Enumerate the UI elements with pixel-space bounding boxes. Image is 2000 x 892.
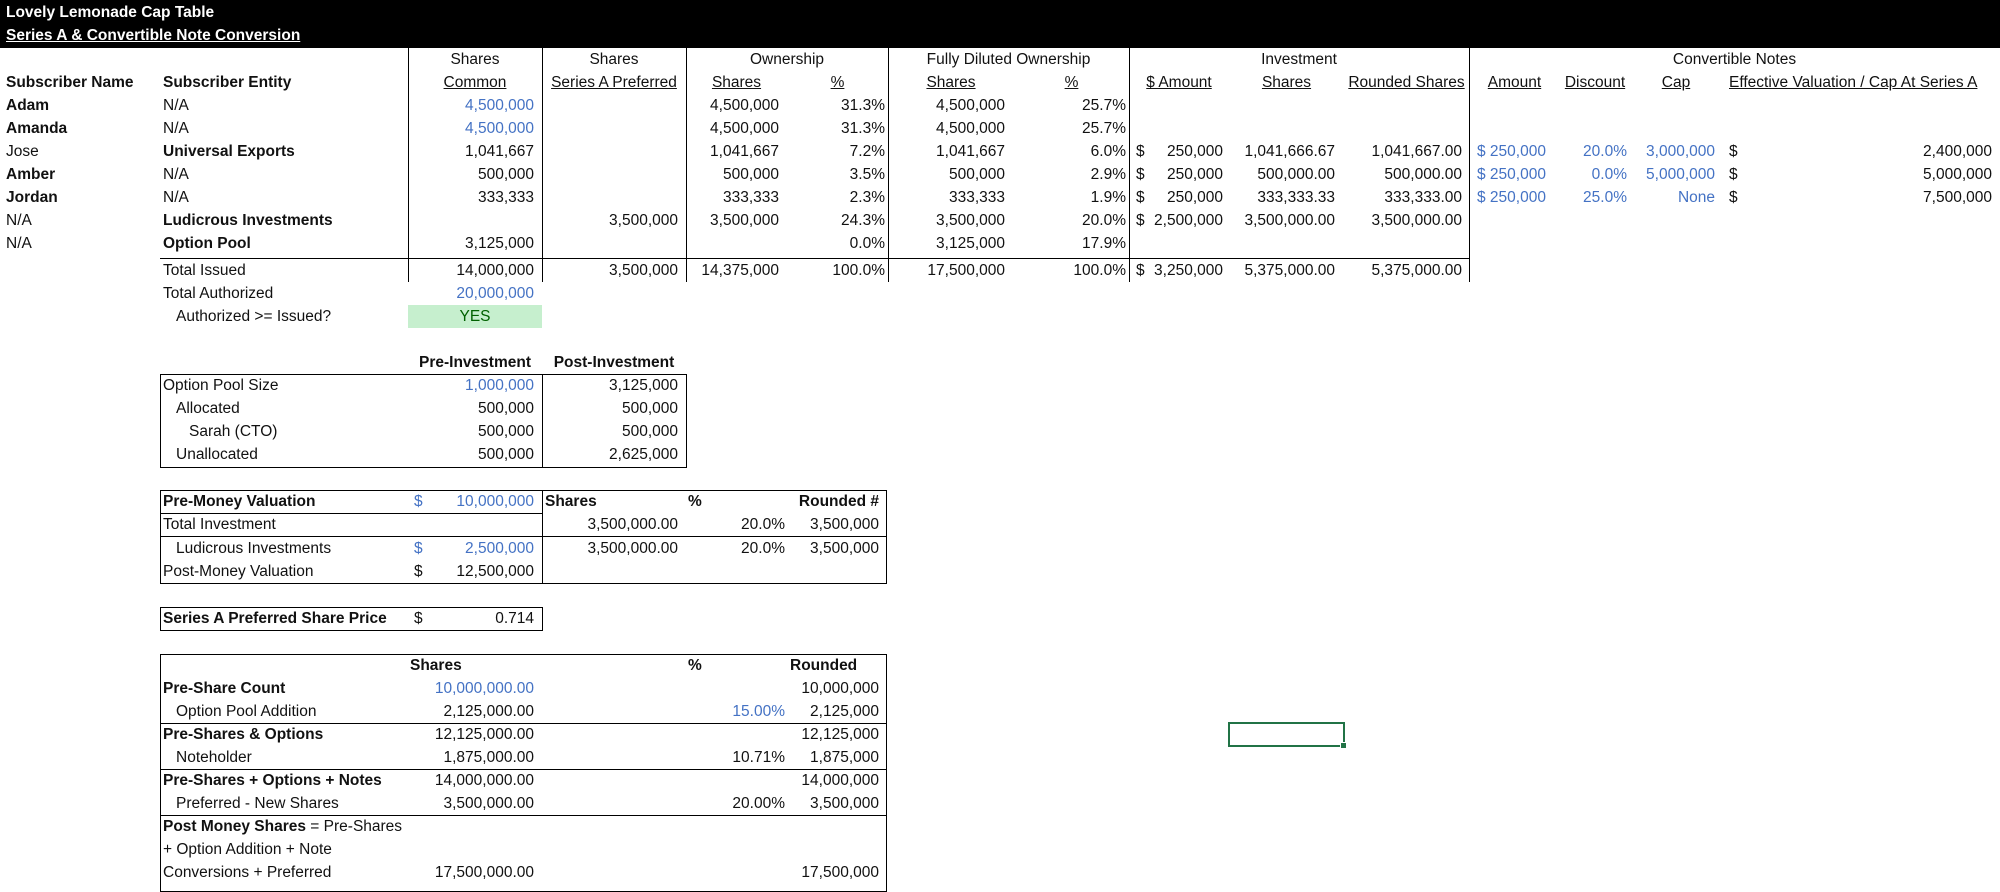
cell-name[interactable]: N/A [6,212,32,229]
cell-own-shares[interactable]: 3,500,000 [710,212,779,229]
cell-entity[interactable]: N/A [163,166,189,183]
cell-inv-amount[interactable]: 250,000 [1166,189,1223,206]
header-fd-shares[interactable]: Shares [926,74,976,91]
pool-label[interactable]: Sarah (CTO) [189,423,278,440]
cell-own-pct[interactable]: 3.5% [849,166,885,183]
cell-inv-rounded[interactable]: 333,333.00 [1384,189,1462,206]
cell-common[interactable]: 333,333 [477,189,534,206]
cell-name[interactable]: Jose [6,143,39,160]
calc-label[interactable]: Pre-Share Count [163,680,286,697]
cell-name[interactable]: Jordan [6,189,58,206]
cell-series-a[interactable]: 3,500,000 [609,212,678,229]
cell-common[interactable]: 500,000 [477,166,534,183]
calc-shares[interactable]: 3,500,000.00 [443,795,534,812]
cell-note-effective[interactable]: 2,400,000 [1923,143,1992,160]
share-price-label[interactable]: Series A Preferred Share Price [163,610,387,627]
pool-label[interactable]: Allocated [176,400,240,417]
header-convertible-notes[interactable]: Convertible Notes [1672,51,1797,68]
header-shares-common[interactable]: Shares [450,51,500,68]
post-money-shares-rounded[interactable]: 17,500,000 [801,864,879,881]
header-note-amount[interactable]: Amount [1487,74,1542,91]
cell-inv-amount[interactable]: 250,000 [1166,143,1223,160]
post-money-shares-bold: Post Money Shares [163,818,306,835]
total-common[interactable]: 14,000,000 [456,262,534,279]
total-own-pct[interactable]: 100.0% [832,262,885,279]
selected-cell[interactable] [1228,722,1345,747]
pool-pre[interactable]: 500,000 [477,423,534,440]
cell-fd-shares[interactable]: 4,500,000 [936,97,1005,114]
cell-inv-currency: $ [1136,143,1145,160]
cell-fd-pct[interactable]: 25.7% [1082,97,1126,114]
cell-own-shares[interactable]: 4,500,000 [710,120,779,137]
cell-own-shares[interactable]: 1,041,667 [710,143,779,160]
cell-name[interactable]: Amanda [6,120,68,137]
total-inv-rounded[interactable]: 5,375,000.00 [1371,262,1462,279]
calc-rounded[interactable]: 12,125,000 [801,726,879,743]
cell-entity[interactable]: Ludicrous Investments [163,212,333,229]
cell-fd-pct[interactable]: 25.7% [1082,120,1126,137]
cell-inv-shares[interactable]: 333,333.33 [1257,189,1335,206]
cell-note-cap[interactable]: None [1677,189,1715,206]
cell-fd-shares[interactable]: 3,500,000 [936,212,1005,229]
post-money-shares-value[interactable]: 17,500,000.00 [434,864,534,881]
header-investment[interactable]: Investment [1261,51,1337,68]
header-inv-rounded[interactable]: Rounded Shares [1348,74,1465,91]
header-series-a-preferred[interactable]: Series A Preferred [551,74,677,91]
pre-money-currency: $ [414,493,423,510]
cell-fd-pct[interactable]: 20.0% [1082,212,1126,229]
calc-header-rounded[interactable]: Rounded [790,657,858,674]
header-note-cap[interactable]: Cap [1661,74,1691,91]
cell-inv-rounded[interactable]: 1,041,667.00 [1371,143,1462,160]
pool-pre[interactable]: 1,000,000 [465,377,534,394]
cell-fd-pct[interactable]: 17.9% [1082,235,1126,252]
calc-shares[interactable]: 2,125,000.00 [443,703,534,720]
cell-inv-shares[interactable]: 500,000.00 [1257,166,1335,183]
calc-shares[interactable]: 14,000,000.00 [434,772,534,789]
pool-post[interactable]: 2,625,000 [609,446,678,463]
pool-pre[interactable]: 500,000 [477,400,534,417]
cell-entity[interactable]: Option Pool [163,235,251,252]
cell-inv-currency: $ [1136,189,1145,206]
authorized-check-label[interactable]: Authorized >= Issued? [176,308,332,325]
cell-note-amount[interactable]: $ 250,000 [1477,189,1546,206]
cell-fd-shares[interactable]: 3,125,000 [936,235,1005,252]
total-series-a[interactable]: 3,500,000 [609,262,678,279]
header-own-pct[interactable]: % [830,74,845,91]
cell-entity[interactable]: N/A [163,97,189,114]
calc-rounded[interactable]: 14,000,000 [801,772,879,789]
pre-money-value[interactable]: 10,000,000 [456,493,534,510]
total-investment-rounded[interactable]: 3,500,000 [810,516,879,533]
pool-label[interactable]: Option Pool Size [163,377,279,394]
header-note-discount[interactable]: Discount [1564,74,1626,91]
cell-own-shares[interactable]: 333,333 [722,189,779,206]
calc-shares[interactable]: 1,875,000.00 [443,749,534,766]
cell-note-discount[interactable]: 25.0% [1583,189,1627,206]
cell-inv-currency: $ [1136,212,1145,229]
cell-own-pct[interactable]: 31.3% [841,97,885,114]
pool-header-post[interactable]: Post-Investment [553,354,675,371]
cell-fd-pct[interactable]: 1.9% [1090,189,1126,206]
cell-own-pct[interactable]: 0.0% [849,235,885,252]
ludicrous-shares[interactable]: 3,500,000.00 [587,540,678,557]
calc-label[interactable]: Pre-Shares & Options [163,726,324,743]
calc-rounded[interactable]: 1,875,000 [810,749,879,766]
cell-note-amount[interactable]: $ 250,000 [1477,143,1546,160]
cell-entity[interactable]: Universal Exports [163,143,295,160]
title-bar [0,0,2000,48]
ludicrous-value[interactable]: 2,500,000 [465,540,534,557]
cell-common[interactable]: 4,500,000 [465,120,534,137]
header-inv-amount[interactable]: $ Amount [1146,74,1212,91]
total-issued-label[interactable]: Total Issued [163,262,246,279]
cell-note-amount[interactable]: $ 250,000 [1477,166,1546,183]
cell-inv-amount[interactable]: 250,000 [1166,166,1223,183]
valuation-header-shares[interactable]: Shares [545,493,597,510]
calc-rounded[interactable]: 2,125,000 [810,703,879,720]
cell-inv-amount[interactable]: 2,500,000 [1154,212,1223,229]
cell-fd-pct[interactable]: 2.9% [1090,166,1126,183]
cell-fd-shares[interactable]: 4,500,000 [936,120,1005,137]
ludicrous-rounded[interactable]: 3,500,000 [810,540,879,557]
header-shares-seriesa[interactable]: Shares [589,51,639,68]
header-ownership[interactable]: Ownership [749,51,825,68]
total-own-shares[interactable]: 14,375,000 [701,262,779,279]
header-common[interactable]: Common [443,74,507,91]
cell-own-pct[interactable]: 24.3% [841,212,885,229]
pool-post[interactable]: 3,125,000 [609,377,678,394]
header-own-shares[interactable]: Shares [711,74,762,91]
cell-own-pct[interactable]: 31.3% [841,120,885,137]
cell-inv-shares[interactable]: 1,041,666.67 [1244,143,1335,160]
post-money-shares-rest: = Pre-Shares [306,818,403,835]
calc-label[interactable]: Pre-Shares + Options + Notes [163,772,382,789]
header-inv-shares[interactable]: Shares [1261,74,1312,91]
calc-header-pct[interactable]: % [688,657,702,674]
post-money-shares-label[interactable] [163,815,402,838]
share-price-value[interactable]: 0.714 [495,610,534,627]
cell-common[interactable]: 3,125,000 [465,235,534,252]
valuation-header-pct[interactable]: % [688,493,702,510]
post-money-shares-line3[interactable]: Conversions + Preferred [163,864,332,881]
cell-entity[interactable]: N/A [163,120,189,137]
ludicrous-pct[interactable]: 20.0% [741,540,785,557]
calc-header-shares[interactable]: Shares [410,657,462,674]
cell-note-currency: $ [1729,143,1738,160]
calc-label[interactable]: Preferred - New Shares [176,795,339,812]
pool-header-pre[interactable]: Pre-Investment [419,354,531,371]
cell-own-pct[interactable]: 2.3% [849,189,885,206]
cell-note-discount[interactable]: 0.0% [1591,166,1627,183]
calc-rounded[interactable]: 10,000,000 [801,680,879,697]
cell-note-effective[interactable]: 5,000,000 [1923,166,1992,183]
post-money-label[interactable]: Post-Money Valuation [163,563,314,580]
pool-post[interactable]: 500,000 [621,423,678,440]
authorized-check-value[interactable]: YES [459,308,491,325]
share-price-currency: $ [414,610,423,627]
cell-own-shares[interactable]: 500,000 [722,166,779,183]
post-money-value[interactable]: 12,500,000 [456,563,534,580]
calc-label[interactable]: Noteholder [176,749,252,766]
header-subscriber-entity[interactable]: Subscriber Entity [163,74,292,91]
cell-entity[interactable]: N/A [163,189,189,206]
total-investment-shares[interactable]: 3,500,000.00 [587,516,678,533]
total-fd-pct[interactable]: 100.0% [1073,262,1126,279]
pre-money-label[interactable]: Pre-Money Valuation [163,493,316,510]
cell-fd-shares[interactable]: 333,333 [948,189,1005,206]
cell-common[interactable]: 1,041,667 [465,143,534,160]
pool-label[interactable]: Unallocated [176,446,258,463]
sheet-subtitle[interactable]: Series A & Convertible Note Conversion [6,27,301,44]
cell-note-discount[interactable]: 20.0% [1583,143,1627,160]
calc-rounded[interactable]: 3,500,000 [810,795,879,812]
ludicrous-currency: $ [414,540,423,557]
pool-post[interactable]: 500,000 [621,400,678,417]
calc-pct[interactable]: 20.00% [732,795,785,812]
valuation-header-rounded[interactable]: Rounded # [798,493,879,510]
cell-name[interactable]: N/A [6,235,32,252]
cell-note-currency: $ [1729,166,1738,183]
total-inv-shares[interactable]: 5,375,000.00 [1244,262,1335,279]
cell-common[interactable]: 4,500,000 [465,97,534,114]
cell-fd-pct[interactable]: 6.0% [1090,143,1126,160]
cell-fd-shares[interactable]: 500,000 [948,166,1005,183]
total-inv-currency: $ [1136,262,1145,279]
total-investment-label[interactable]: Total Investment [163,516,276,533]
calc-pct[interactable]: 10.71% [732,749,785,766]
calc-shares[interactable]: 12,125,000.00 [434,726,534,743]
cell-note-effective[interactable]: 7,500,000 [1923,189,1992,206]
cell-own-pct[interactable]: 7.2% [849,143,885,160]
header-fd-pct[interactable]: % [1064,74,1079,91]
total-inv-amount[interactable]: 3,250,000 [1154,262,1223,279]
ludicrous-label[interactable]: Ludicrous Investments [176,540,332,557]
cell-name[interactable]: Amber [6,166,56,183]
total-authorized-value[interactable]: 20,000,000 [456,285,534,302]
cell-inv-rounded[interactable]: 500,000.00 [1384,166,1462,183]
total-fd-shares[interactable]: 17,500,000 [927,262,1005,279]
calc-shares[interactable]: 10,000,000.00 [434,680,534,697]
cell-name[interactable]: Adam [6,97,50,114]
cell-inv-shares[interactable]: 3,500,000.00 [1244,212,1335,229]
pool-pre[interactable]: 500,000 [477,446,534,463]
header-note-effective[interactable]: Effective Valuation / Cap At Series A [1729,74,1978,91]
post-money-currency: $ [414,563,423,580]
header-subscriber-name[interactable]: Subscriber Name [6,74,134,91]
cell-fd-shares[interactable]: 1,041,667 [936,143,1005,160]
total-authorized-label[interactable]: Total Authorized [163,285,274,302]
header-fully-diluted[interactable]: Fully Diluted Ownership [926,51,1091,68]
cell-note-cap[interactable]: 5,000,000 [1646,166,1715,183]
cell-own-shares[interactable]: 4,500,000 [710,97,779,114]
total-investment-pct[interactable]: 20.0% [741,516,785,533]
calc-pct[interactable]: 15.00% [732,703,785,720]
cell-note-currency: $ [1729,189,1738,206]
calc-label[interactable]: Option Pool Addition [176,703,317,720]
cell-note-cap[interactable]: 3,000,000 [1646,143,1715,160]
sheet-title[interactable]: Lovely Lemonade Cap Table [6,4,215,21]
cell-inv-rounded[interactable]: 3,500,000.00 [1371,212,1462,229]
cell-inv-currency: $ [1136,166,1145,183]
post-money-shares-line2[interactable]: + Option Addition + Note [163,841,332,858]
